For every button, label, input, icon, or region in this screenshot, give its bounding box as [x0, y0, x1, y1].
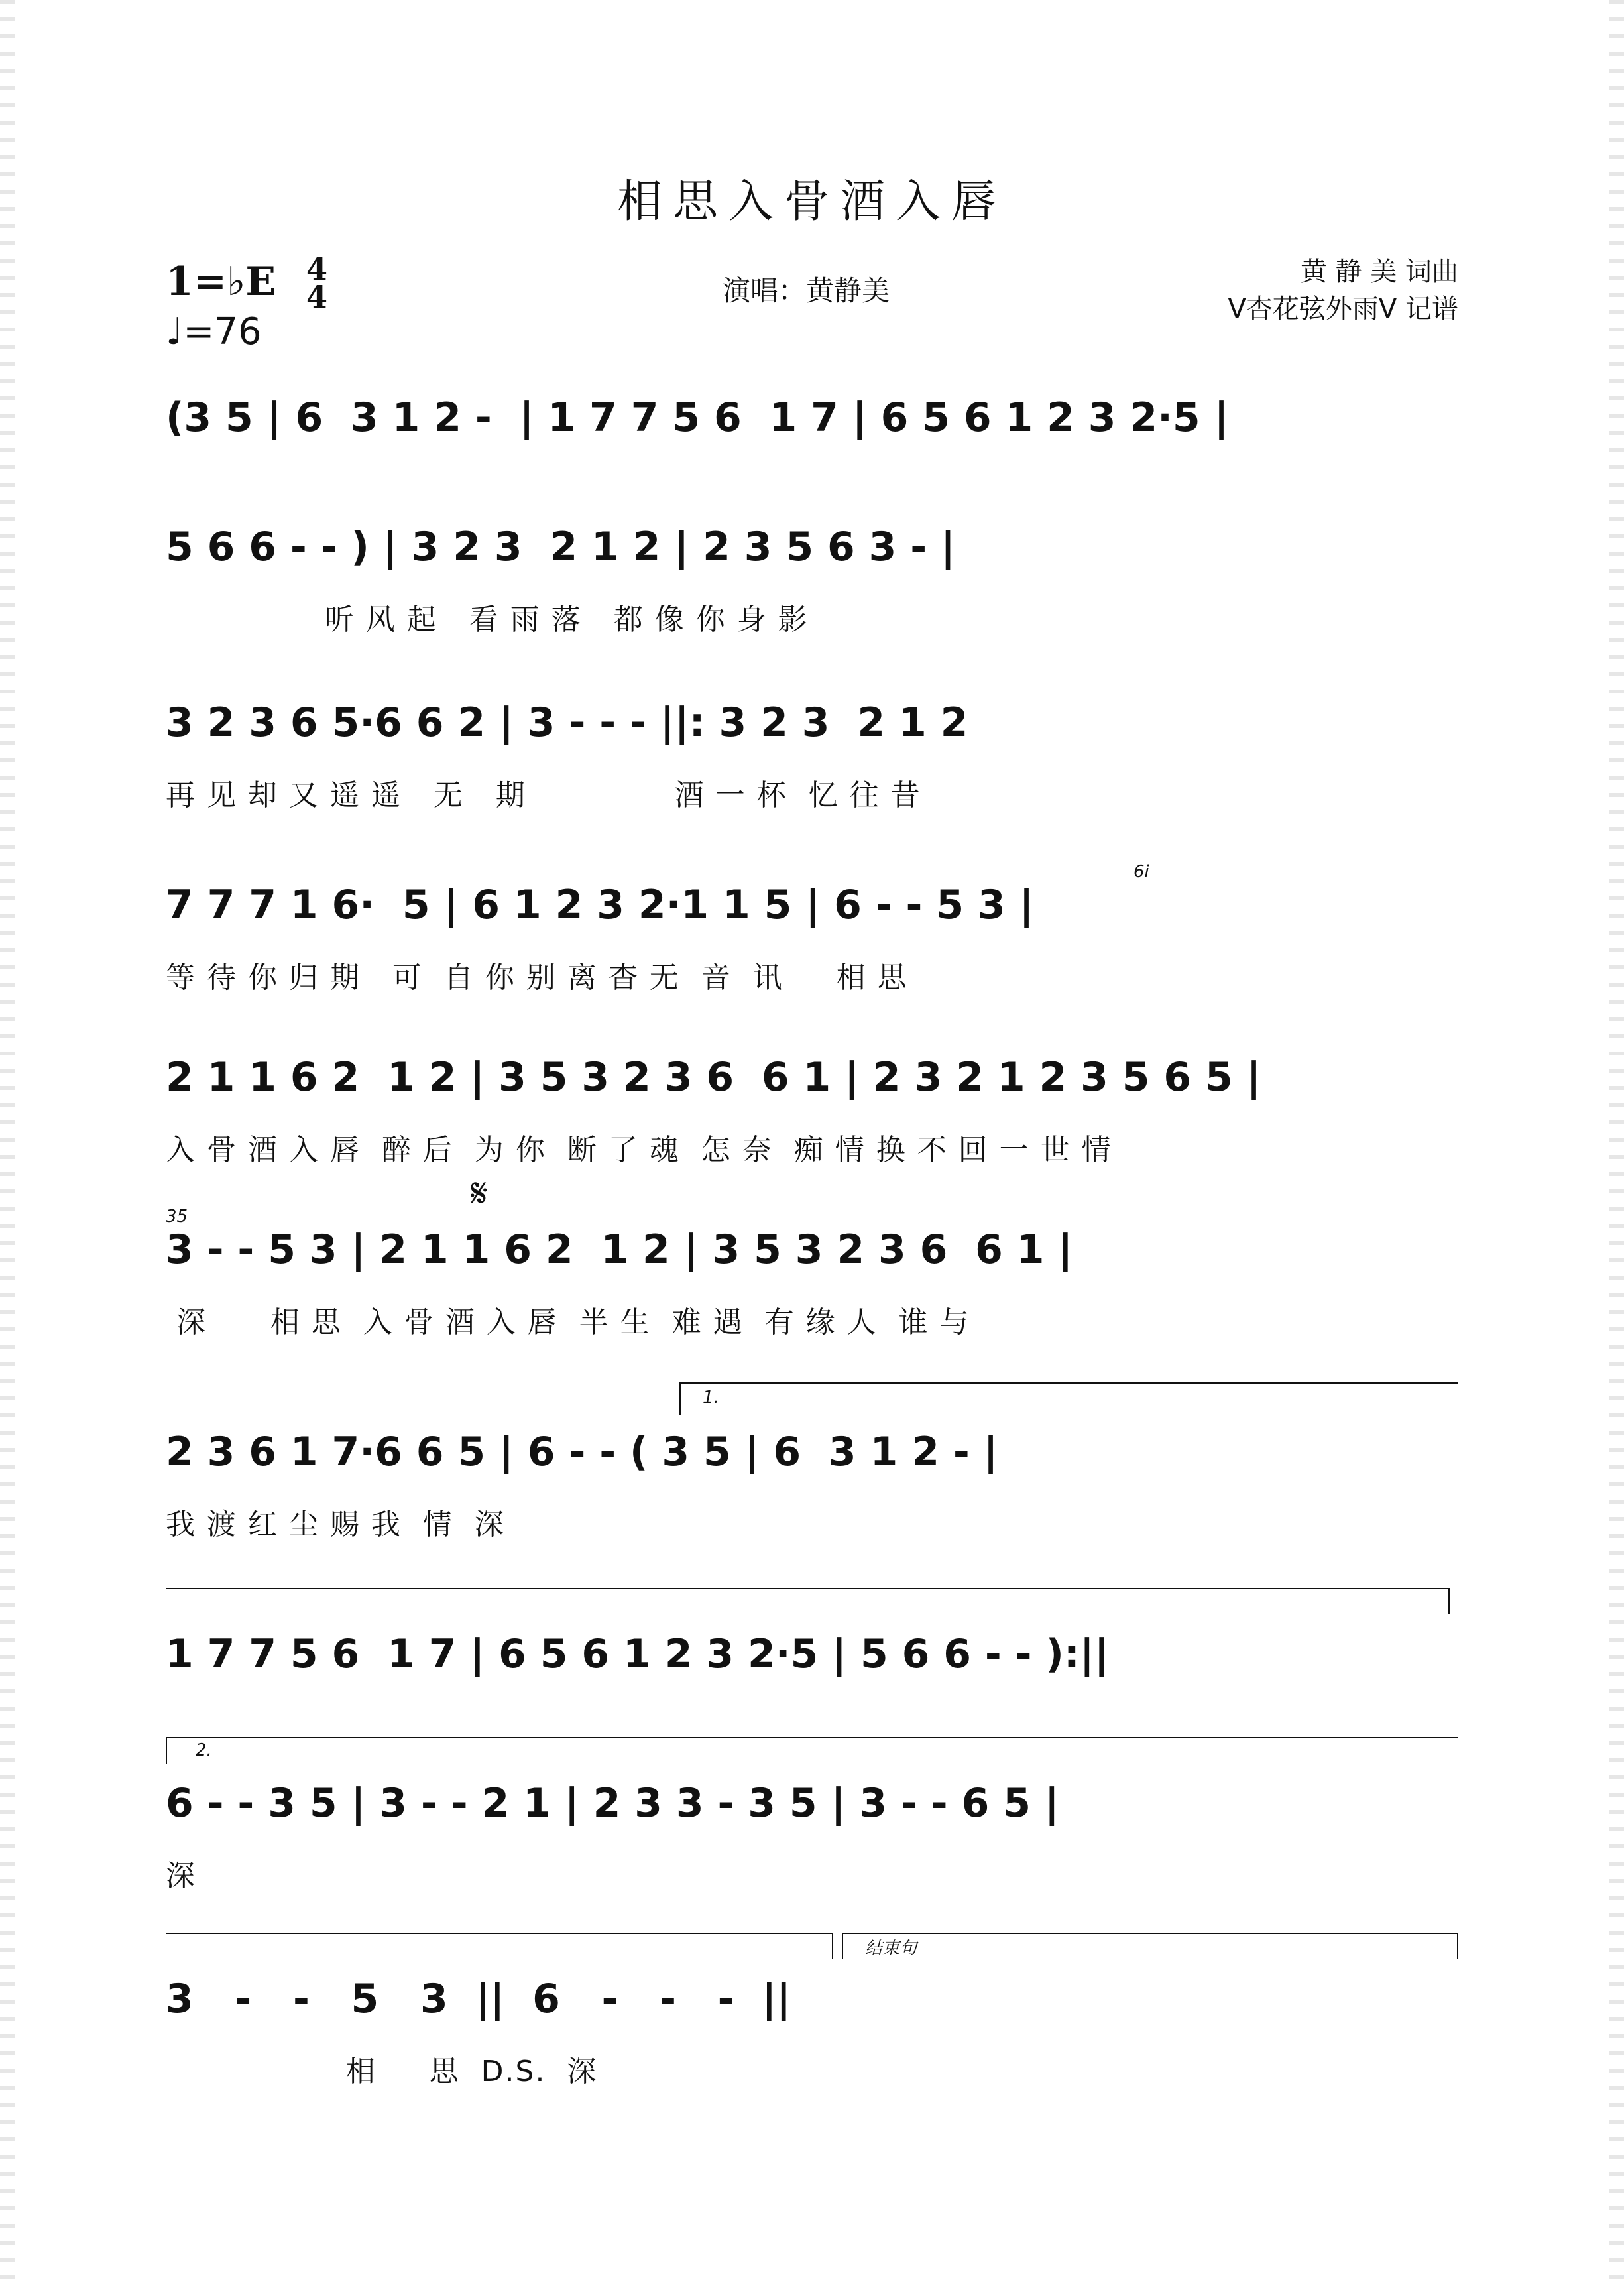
page-title: 相思入骨酒入唇 — [616, 176, 1007, 228]
lyrics-row-2: 听 风 起 看 雨 落 都 像 你 身 影 — [166, 603, 809, 636]
volta-2-label: 2. — [196, 1740, 212, 1760]
volta-2-bracket — [166, 1737, 1458, 1738]
credits — [1228, 253, 1458, 328]
lyrics-row-6: 深 相 思 入 骨 酒 入 唇 半 生 难 遇 有 缘 人 谁 与 — [166, 1305, 970, 1339]
volta-2-continuation — [166, 1933, 832, 1934]
time-signature-top: 4 — [306, 251, 328, 287]
time-signature-bottom: 4 — [306, 279, 328, 315]
ending-end — [1457, 1933, 1458, 1959]
lyrics-row-5: 入 骨 酒 入 唇 醉 后 为 你 断 了 魂 怎 奈 痴 情 换 不 回 一 世 情 — [166, 1133, 1112, 1167]
volta-1-bracket — [679, 1382, 1458, 1384]
ending-bracket — [842, 1933, 1458, 1934]
tempo-marking: ♩=76 — [166, 310, 262, 353]
lyrics-row-10: 相 思 D.S. 深 — [166, 2055, 598, 2088]
lyrics-row-9: 深 — [166, 1859, 196, 1893]
volta-1-end — [1448, 1588, 1450, 1614]
notes-row-10: 3 - - 5 3 || 6 - - - || — [166, 1976, 791, 2022]
lyrics-row-3: 再 见 却 又 遥 遥 无 期 酒 一 杯 忆 往 昔 — [166, 778, 921, 812]
notes-row-3: 3 2 3 6 5·6 6 2 | 3 - - - ||: 3 2 3 2 1 2 — [166, 699, 968, 746]
singer-credit: 演唱：黄静美 — [723, 274, 890, 307]
time-signature — [306, 251, 328, 315]
notes-row-6: 3 - - 5 3 | 2 1 1 6 2 1 2 | 3 5 3 2 3 6 6 1 | — [166, 1227, 1073, 1273]
notes-row-9: 6 - - 3 5 | 3 - - 2 1 | 2 3 3 - 3 5 | 3 - - 6 5 | — [166, 1780, 1059, 1827]
volta-1-continuation — [166, 1588, 1448, 1589]
notes-row-1: (3 5 | 6 3 1 2 - | 1 7 7 5 6 1 7 | 6 5 6 1 2 3 2·5 | — [166, 394, 1229, 441]
key-signature: 1=♭E — [166, 259, 276, 305]
volta-1-start — [679, 1382, 681, 1415]
ending-start — [842, 1933, 843, 1959]
notes-row-5: 2 1 1 6 2 1 2 | 3 5 3 2 3 6 6 1 | 2 3 2 1 2 3 5 6 5 | — [166, 1054, 1261, 1101]
lyricist-composer: 黄 静 美 词曲 — [1300, 257, 1458, 287]
lyrics-row-7: 我 渡 红 尘 赐 我 情 深 — [166, 1508, 505, 1541]
ending-label: 结束句 — [865, 1939, 917, 1958]
volta-2-end — [832, 1933, 833, 1959]
grace-note-2: 35 — [166, 1207, 188, 1227]
notes-row-4: 7 7 7 1 6· 5 | 6 1 2 3 2·1 1 5 | 6 - - 5 3 | — [166, 882, 1034, 928]
notes-row-7: 2 3 6 1 7·6 6 5 | 6 - - ( 3 5 | 6 3 1 2 - | — [166, 1429, 998, 1475]
segno-icon: 𝄋 — [471, 1170, 488, 1217]
left-border-pattern — [0, 0, 15, 2284]
notes-row-2: 5 6 6 - - ) | 3 2 3 2 1 2 | 2 3 5 6 3 - | — [166, 524, 956, 570]
volta-1-label: 1. — [703, 1388, 719, 1408]
right-border-pattern — [1609, 0, 1624, 2284]
notes-row-8: 1 7 7 5 6 1 7 | 6 5 6 1 2 3 2·5 | 5 6 6 - - ):|| — [166, 1631, 1109, 1677]
transcriber: V杏花弦外雨V 记谱 — [1228, 294, 1458, 324]
volta-2-start — [166, 1737, 167, 1764]
grace-note-1: 6i — [1133, 862, 1149, 882]
lyrics-row-4: 等 待 你 归 期 可 自 你 别 离 杳 无 音 讯 相 思 — [166, 961, 908, 994]
